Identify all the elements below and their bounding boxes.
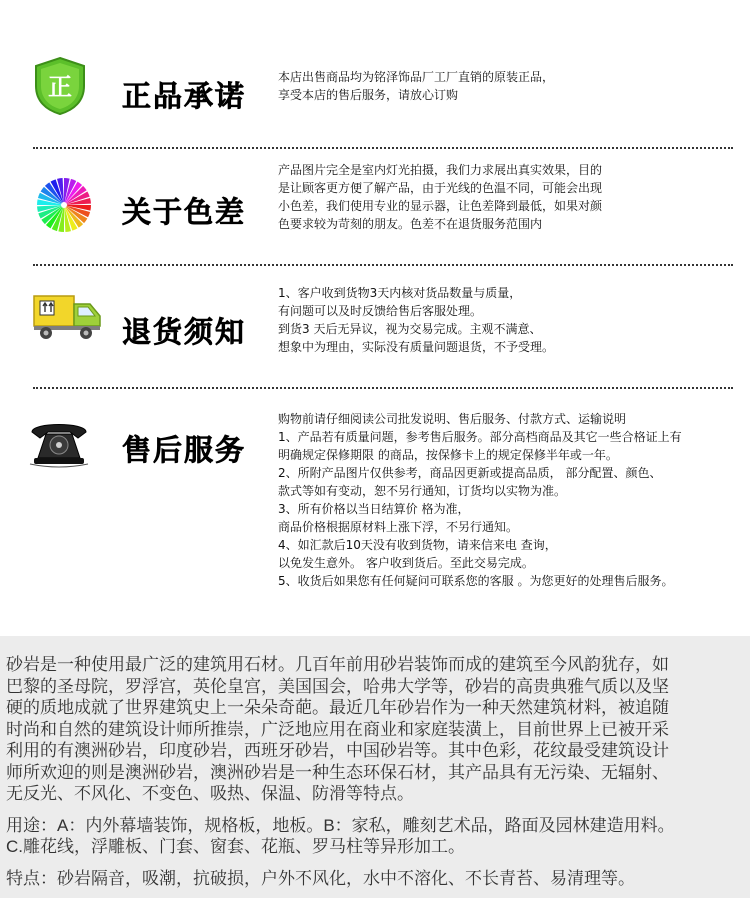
- sandstone-description-panel: [0, 636, 750, 898]
- dotted-divider: [33, 264, 733, 266]
- section-description: [278, 68, 744, 104]
- section-return-policy: [0, 280, 750, 375]
- intro-paragraph: [6, 654, 740, 805]
- desc-line: 产品图片完全是室内灯光拍摄，我们力求展出真实效果，目的: [278, 163, 603, 177]
- desc-line: 2、所附产品图片仅供参考，商品因更新或提高品质， 部分配置、颜色、: [278, 466, 662, 480]
- desc-line: 本店出售商品均为铭泽饰品厂工厂直销的原装正品，: [278, 70, 555, 84]
- usage-line: C.雕花线，浮雕板、门套、窗套、花瓶、罗马柱等异形加工。: [6, 837, 465, 856]
- usage-paragraph: [6, 815, 740, 858]
- delivery-truck-icon: [32, 290, 104, 346]
- desc-line: 色要求较为苛刻的朋友。色差不在退货服务范围内: [278, 217, 543, 231]
- desc-line: 是让顾客更方便了解产品，由于光线的色温不同，可能会出现: [278, 181, 603, 195]
- section-title: 正品承诺: [122, 79, 247, 113]
- section-title: 售后服务: [122, 433, 247, 467]
- desc-line: 4、如汇款后10天没有收到货物，请来信来电 查询，: [278, 538, 557, 552]
- usage-line: 用途：A：内外幕墙装饰，规格板，地板。B：家私，雕刻艺术品，路面及园林建造用料。: [6, 815, 675, 835]
- desc-line: 到货3 天后无异议，视为交易完成。主观不满意、: [278, 322, 542, 336]
- intro-line: 利用的有澳洲砂岩，印度砂岩，西班牙砂岩，中国砂岩等。其中色彩，花纹最受建筑设计: [6, 741, 669, 760]
- desc-line: 3、所有价格以当日结算价 格为准，: [278, 502, 470, 516]
- desc-line: 想象中为理由，实际没有质量问题退货，不予受理。: [278, 340, 555, 354]
- section-color-difference: [0, 160, 750, 255]
- desc-line: 5、收货后如果您有任何疑问可联系您的客服 。为您更好的处理售后服务。: [278, 574, 674, 588]
- section-after-sales: [0, 410, 750, 600]
- desc-line: 款式等如有变动，恕不另行通知，订货均以实物为准。: [278, 484, 567, 498]
- features-paragraph: [6, 868, 740, 890]
- desc-line: 有问题可以及时反馈给售后客服处理。: [278, 304, 483, 318]
- intro-line: 师所欢迎的则是澳洲砂岩，澳洲砂岩是一种生态环保石材，其产品具有无污染、无辐射、: [6, 762, 669, 782]
- section-genuine-promise: [0, 50, 750, 130]
- shield-char: 正: [48, 73, 72, 101]
- intro-line: 时尚和自然的建筑设计师所推崇，广泛地应用在商业和家庭装潢上，目前世界上已被开采: [6, 719, 669, 739]
- desc-line: 1、客户收到货物3天内核对货品数量与质量，: [278, 286, 522, 300]
- section-description: [278, 284, 744, 356]
- color-wheel-center: [61, 202, 67, 208]
- intro-line: 硬的质地成就了世界建筑史上一朵朵奇葩。最近几年砂岩作为一种天然建筑材料，被追随: [6, 698, 669, 717]
- desc-line: 小色差，我们使用专业的显示器，让色差降到最低，如果对颜: [278, 199, 603, 213]
- desc-line: 明确规定保修期限 的商品，按保修卡上的规定保修半年或一年。: [278, 448, 618, 462]
- section-description: [278, 161, 744, 233]
- features-line: 特点：砂岩隔音，吸潮，抗破损，户外不风化，水中不溶化、不长青苔、易清理等。: [6, 868, 635, 888]
- green-shield-zheng-icon: [30, 56, 90, 120]
- desc-line: 以免发生意外。 客户收到货后。至此交易完成。: [278, 556, 534, 570]
- desc-line: 1、产品若有质量问题，参考售后服务。部分高档商品及其它一些合格证上有: [278, 430, 682, 444]
- intro-line: 巴黎的圣母院，罗浮宫，英伦皇宫，美国国会，哈弗大学等，砂岩的高贵典雅气质以及坚: [6, 676, 669, 696]
- intro-line: 无反光、不风化、不变色、吸热、保温、防滑等特点。: [6, 784, 414, 803]
- desc-line: 商品价格根据原材料上涨下浮，不另行通知。: [278, 520, 519, 534]
- dotted-divider: [33, 387, 733, 389]
- color-wheel-icon: [36, 177, 92, 237]
- intro-line: 砂岩是一种使用最广泛的建筑用石材。几百年前用砂岩装饰而成的建筑至今风韵犹存，如: [6, 655, 669, 674]
- desc-line: 购物前请仔细阅读公司批发说明、售后服务、付款方式、运输说明: [278, 412, 627, 426]
- section-title: 关于色差: [122, 195, 247, 229]
- section-title: 退货须知: [122, 315, 247, 349]
- section-description: [278, 410, 744, 590]
- telephone-icon: [28, 418, 90, 474]
- dotted-divider: [33, 147, 733, 149]
- desc-line: 享受本店的售后服务，请放心订购: [278, 88, 459, 102]
